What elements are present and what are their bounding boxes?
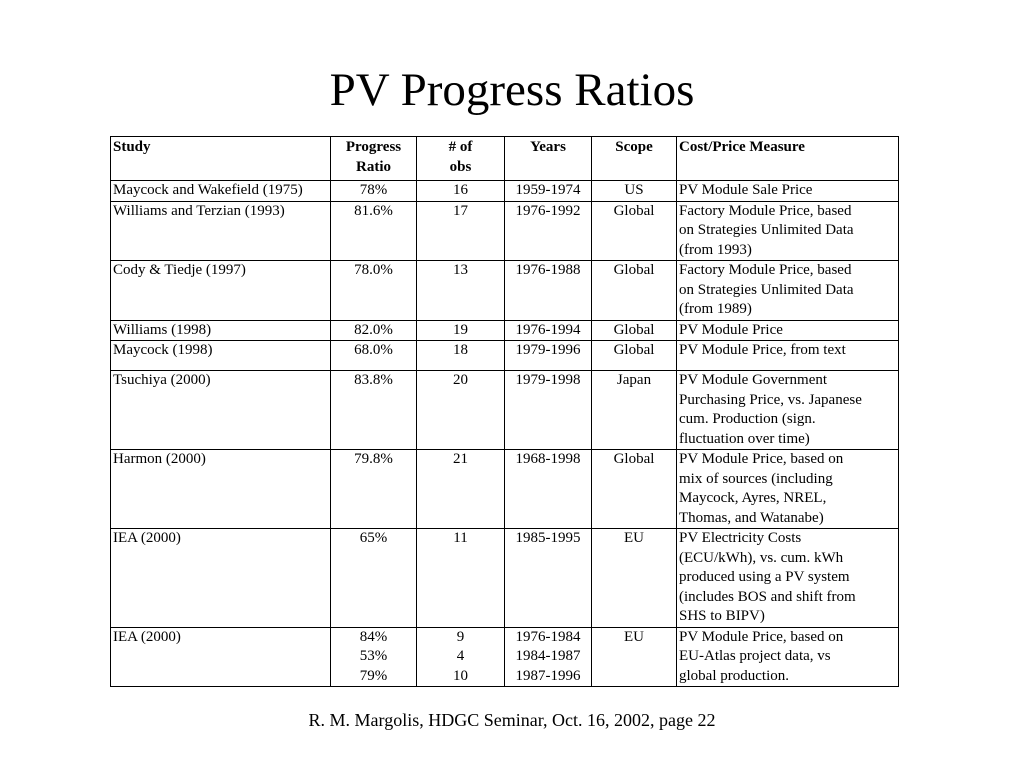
cell-num-obs-line: 9 [456,628,465,645]
cell-cost-price-measure [677,181,899,202]
cell-cost-price-measure-line: Factory Module Price, based [679,262,852,278]
cell-cost-price-measure-line: fluctuation over time) [679,430,810,447]
cell-scope: Global [592,320,677,341]
cell-cost-price-measure [677,201,899,261]
cell-progress-ratio [331,181,417,202]
cell-years-line: 1984-1987 [515,648,581,664]
cell-num-obs [417,450,505,529]
header-progress-ratio-line2: Ratio [356,158,391,175]
header-scope: Scope [592,137,677,181]
cell-study: Maycock (1998) [111,341,331,371]
cell-years [505,627,592,687]
cell-num-obs-line: 18 [453,342,468,358]
cell-years-line: 1976-1988 [515,262,581,278]
cell-years-line: 1959-1974 [515,182,581,198]
table-row [111,371,899,450]
cell-num-obs [417,181,505,202]
cell-progress-ratio-line: 65% [359,530,388,546]
cell-years-line: 1987-1996 [515,667,581,684]
cell-cost-price-measure [677,450,899,529]
table-row [111,181,899,202]
cell-cost-price-measure-line: cum. Production (sign. [679,411,816,427]
header-num-obs-line2: obs [449,158,472,175]
cell-study: Maycock and Wakefield (1975) [111,181,331,202]
cell-years-line: 1976-1984 [515,628,581,645]
cell-num-obs [417,627,505,687]
table-body [111,181,899,687]
cell-progress-ratio-line: 79% [359,667,388,684]
cell-cost-price-measure-line: (from 1993) [679,241,752,258]
cell-num-obs-line: 17 [453,202,468,219]
table-row [111,529,899,628]
cell-progress-ratio [331,450,417,529]
cell-num-obs [417,320,505,341]
table-row [111,450,899,529]
slide-footer: R. M. Margolis, HDGC Seminar, Oct. 16, 2002, page 22 [308,710,716,730]
cell-years [505,341,592,371]
cell-num-obs-line: 16 [453,182,468,198]
cell-cost-price-measure-line: PV Electricity Costs [679,530,802,546]
cell-study: Cody & Tiedje (1997) [111,261,331,321]
table-header-row [111,137,899,181]
cell-cost-price-measure-line: PV Module Sale Price [679,182,813,198]
table-row [111,320,899,341]
cell-cost-price-measure-line: produced using a PV system [679,569,850,585]
cell-cost-price-measure-line: (from 1989) [679,301,752,317]
cell-num-obs-line: 10 [453,667,468,684]
cell-years [505,450,592,529]
cell-progress-ratio-line: 82.0% [354,321,393,338]
cell-progress-ratio [331,529,417,628]
cell-scope: Global [592,201,677,261]
cell-num-obs-line: 19 [453,321,468,338]
cell-years [505,371,592,450]
cell-progress-ratio-line: 53% [359,648,388,664]
cell-progress-ratio [331,320,417,341]
cell-progress-ratio [331,341,417,371]
cell-scope: Global [592,261,677,321]
cell-cost-price-measure [677,529,899,628]
cell-years [505,181,592,202]
header-num-obs-line1: # of [448,139,473,155]
header-progress-ratio [331,137,417,181]
progress-ratio-table [110,136,899,687]
header-years: Years [505,137,592,181]
cell-cost-price-measure-line: on Strategies Unlimited Data [679,281,854,298]
cell-study: Williams and Terzian (1993) [111,201,331,261]
cell-cost-price-measure-line: EU-Atlas project data, vs [679,648,831,664]
cell-num-obs-line: 11 [453,530,468,546]
cell-cost-price-measure-line: global production. [679,667,789,684]
cell-scope: EU [592,529,677,628]
table-row [111,341,899,371]
cell-num-obs-line: 13 [453,262,468,278]
cell-cost-price-measure [677,341,899,371]
cell-cost-price-measure [677,627,899,687]
cell-scope: Japan [592,371,677,450]
cell-progress-ratio-line: 78% [359,182,388,198]
cell-progress-ratio-line: 84% [359,628,388,645]
cell-cost-price-measure-line: Thomas, and Watanabe) [679,509,824,526]
header-cost-price-measure: Cost/Price Measure [677,137,899,181]
cell-progress-ratio-line: 79.8% [354,451,393,467]
cell-cost-price-measure-line: (ECU/kWh), vs. cum. kWh [679,549,844,566]
cell-progress-ratio [331,201,417,261]
cell-progress-ratio [331,627,417,687]
table-row [111,201,899,261]
cell-cost-price-measure-line: Factory Module Price, based [679,202,852,219]
cell-cost-price-measure-line: PV Module Price, based on [679,628,844,645]
header-num-obs [417,137,505,181]
cell-years-line: 1976-1994 [515,321,581,338]
cell-num-obs [417,529,505,628]
cell-cost-price-measure-line: PV Module Price, from text [679,342,846,358]
cell-years [505,261,592,321]
cell-study: IEA (2000) [111,627,331,687]
cell-study: Harmon (2000) [111,450,331,529]
cell-num-obs [417,201,505,261]
cell-num-obs-line: 20 [453,372,468,388]
cell-progress-ratio [331,371,417,450]
cell-study: Tsuchiya (2000) [111,371,331,450]
cell-cost-price-measure [677,320,899,341]
cell-years-line: 1985-1995 [515,530,581,546]
cell-scope: Global [592,341,677,371]
cell-progress-ratio-line: 68.0% [354,342,393,358]
header-progress-ratio-line1: Progress [345,139,402,155]
cell-num-obs [417,371,505,450]
cell-cost-price-measure-line: Maycock, Ayres, NREL, [679,490,827,506]
table-row [111,627,899,687]
cell-years [505,320,592,341]
cell-progress-ratio-line: 78.0% [354,262,393,278]
cell-study: IEA (2000) [111,529,331,628]
table-row [111,261,899,321]
cell-cost-price-measure-line: mix of sources (including [679,470,833,487]
cell-years-line: 1976-1992 [515,202,581,219]
slide-title: PV Progress Ratios [329,64,695,116]
cell-num-obs [417,341,505,371]
cell-scope: EU [592,627,677,687]
cell-scope: Global [592,450,677,529]
cell-num-obs-line: 21 [453,451,468,467]
cell-progress-ratio-line: 83.8% [354,372,393,388]
cell-cost-price-measure-line: PV Module Price [679,321,783,338]
header-study: Study [111,137,331,181]
cell-years [505,529,592,628]
cell-cost-price-measure-line: Purchasing Price, vs. Japanese [679,391,862,408]
cell-cost-price-measure-line: PV Module Government [679,372,828,388]
cell-cost-price-measure-line: SHS to BIPV) [679,608,765,624]
cell-num-obs [417,261,505,321]
cell-progress-ratio-line: 81.6% [354,202,393,219]
cell-cost-price-measure [677,371,899,450]
cell-cost-price-measure-line: PV Module Price, based on [679,451,844,467]
cell-study: Williams (1998) [111,320,331,341]
cell-num-obs-line: 4 [456,648,465,664]
cell-progress-ratio [331,261,417,321]
cell-years [505,201,592,261]
cell-cost-price-measure-line: on Strategies Unlimited Data [679,222,854,238]
cell-cost-price-measure [677,261,899,321]
cell-cost-price-measure-line: (includes BOS and shift from [679,588,856,605]
cell-years-line: 1968-1998 [515,451,581,467]
cell-scope: US [592,181,677,202]
cell-years-line: 1979-1998 [515,372,581,388]
cell-years-line: 1979-1996 [515,342,581,358]
